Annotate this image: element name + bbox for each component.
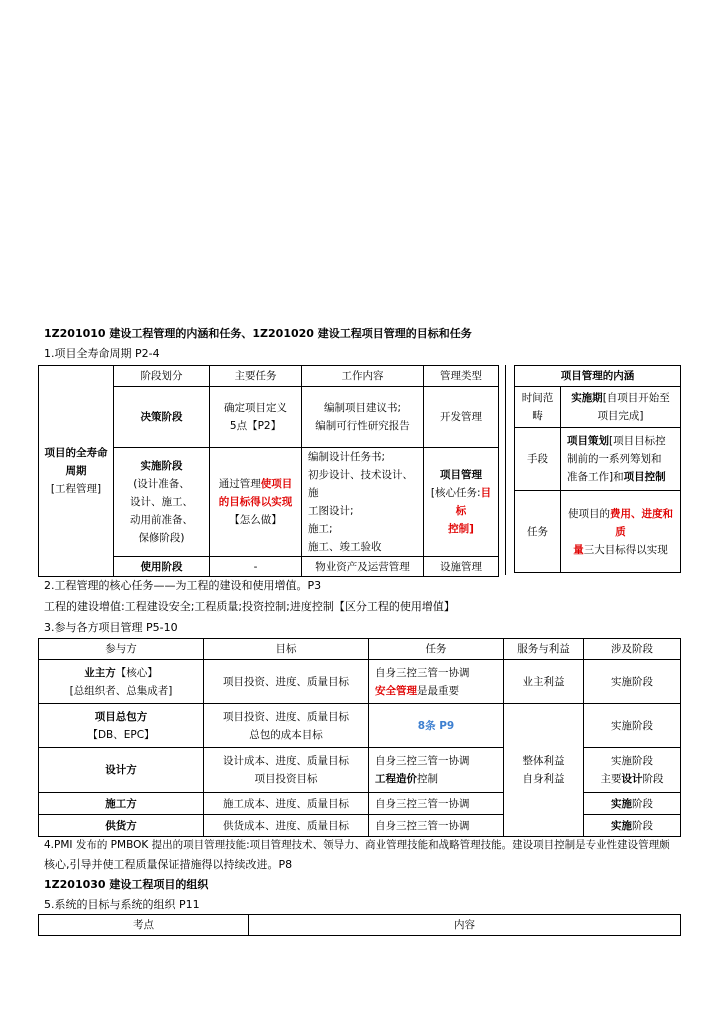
phase-owner: 实施阶段	[584, 660, 681, 704]
stage-decision: 决策阶段	[114, 387, 210, 448]
type-implementation: 项目管理 [核心任务:目标 控制]	[424, 448, 499, 557]
section-4-line-1: 4.PMI 发布的 PMBOK 提出的项目管理技能:项目管理技术、领导力、商业管理技能和战略管理技能。建设项目控制是专业性建设管理颇	[44, 839, 670, 851]
work-implementation: 编制设计任务书; 初步设计、技术设计、施 工图设计; 施工; 施工、竣工验收	[302, 448, 424, 557]
goal-designer: 设计成本、进度、质量目标 项目投资目标	[204, 748, 369, 793]
section-heading-1: 1Z201010 建设工程管理的内涵和任务、1Z201020 建设工程项目管理的目标和任务	[44, 327, 472, 340]
task-use: -	[210, 557, 302, 577]
header-task: 主要任务	[210, 366, 302, 387]
goal-contractor: 项目投资、进度、质量目标 总包的成本目标	[204, 704, 369, 748]
pm-connotation-table	[514, 365, 681, 573]
section-3-title: 3.参与各方项目管理 P5-10	[44, 621, 178, 634]
mission-content: 使项目的费用、进度和质 量三大目标得以实现	[561, 491, 681, 573]
mission-contractor: 8条 P9	[369, 704, 504, 748]
goal-owner: 项目投资、进度、质量目标	[204, 660, 369, 704]
section-5-title: 5.系统的目标与系统的组织 P11	[44, 898, 200, 911]
mission-builder: 自身三控三管一协调	[369, 793, 504, 815]
work-use: 物业资产及运营管理	[302, 557, 424, 577]
system-org-table	[38, 914, 681, 936]
participant-builder: 施工方	[39, 793, 204, 815]
phase-builder: 实施阶段	[584, 793, 681, 815]
means-content: 项目策划[项目目标控 制前的一系列筹划和 准备工作]和项目控制	[561, 428, 681, 491]
header-participant: 参与方	[39, 639, 204, 660]
participant-supplier: 供货方	[39, 815, 204, 837]
type-decision: 开发管理	[424, 387, 499, 448]
benefit-others: 整体利益 自身利益	[504, 704, 584, 837]
time-scope-label: 时间范 畴	[515, 387, 561, 428]
mission-designer: 自身三控三管一协调 工程造价控制	[369, 748, 504, 793]
mission-label: 任务	[515, 491, 561, 573]
header-benefit: 服务与利益	[504, 639, 584, 660]
goal-supplier: 供货成本、进度、质量目标	[204, 815, 369, 837]
phase-supplier: 实施阶段	[584, 815, 681, 837]
benefit-owner: 业主利益	[504, 660, 584, 704]
work-decision: 编制项目建议书; 编制可行性研究报告	[302, 387, 424, 448]
phase-contractor: 实施阶段	[584, 704, 681, 748]
section-2-title: 2.工程管理的核心任务——为工程的建设和使用增值。P3	[44, 579, 322, 592]
table-divider	[505, 365, 506, 575]
mission-owner: 自身三控三管一协调 安全管理是最重要	[369, 660, 504, 704]
participant-owner: 业主方【核心】 [总组织者、总集成者]	[39, 660, 204, 704]
section-heading-2: 1Z201030 建设工程项目的组织	[44, 878, 209, 891]
header-goal: 目标	[204, 639, 369, 660]
pm-connotation-title: 项目管理的内涵	[515, 366, 681, 387]
header-phase: 涉及阶段	[584, 639, 681, 660]
header-mission: 任务	[369, 639, 504, 660]
header-exam-point: 考点	[39, 915, 249, 936]
header-stage: 阶段划分	[114, 366, 210, 387]
time-scope-content: 实施期[自项目开始至 项目完成]	[561, 387, 681, 428]
lifecycle-table	[38, 365, 499, 577]
task-decision: 确定项目定义 5点【P2】	[210, 387, 302, 448]
means-label: 手段	[515, 428, 561, 491]
stage-implementation: 实施阶段 (设计准备、 设计、施工、 动用前准备、 保修阶段)	[114, 448, 210, 557]
type-use: 设施管理	[424, 557, 499, 577]
participants-table	[38, 638, 681, 837]
mission-supplier: 自身三控三管一协调	[369, 815, 504, 837]
goal-builder: 施工成本、进度、质量目标	[204, 793, 369, 815]
stage-use: 使用阶段	[114, 557, 210, 577]
lifecycle-row-header: 项目的全寿命 周期 [工程管理]	[39, 366, 114, 577]
header-work: 工作内容	[302, 366, 424, 387]
task-implementation: 通过管理使项目 的目标得以实现 【怎么做】	[210, 448, 302, 557]
participant-designer: 设计方	[39, 748, 204, 793]
section-4-line-2: 核心,引导并使工程质量保证措施得以持续改进。P8	[44, 858, 293, 871]
section-2-text: 工程的建设增值:工程建设安全;工程质量;投资控制;进度控制【区分工程的使用增值】	[44, 600, 455, 613]
phase-designer: 实施阶段 主要设计阶段	[584, 748, 681, 793]
header-type: 管理类型	[424, 366, 499, 387]
participant-contractor: 项目总包方 【DB、EPC】	[39, 704, 204, 748]
section-1-title: 1.项目全寿命周期 P2-4	[44, 347, 160, 360]
header-content: 内容	[249, 915, 681, 936]
